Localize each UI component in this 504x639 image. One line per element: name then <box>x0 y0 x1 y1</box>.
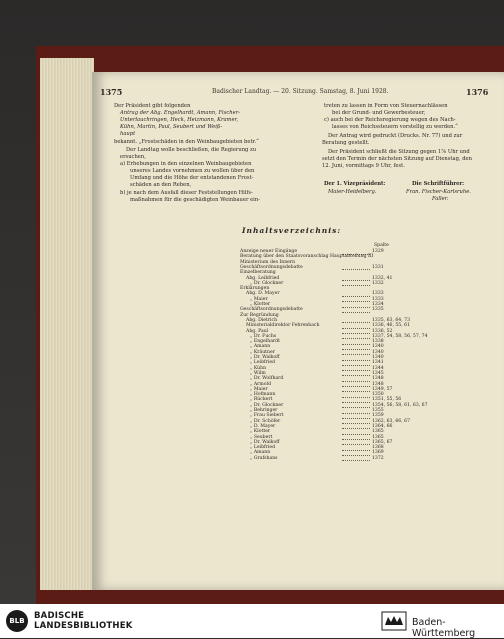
index-leader-dots <box>342 391 370 392</box>
index-entry-page: 1348 <box>372 376 384 382</box>
index-leader-dots <box>342 423 370 424</box>
running-title: Badischer Landtag. — 20. Sitzung. Samstag, 8. Juni 1928. <box>212 88 389 95</box>
index-entry-page: 1365 <box>372 434 384 440</box>
text-line: setzt den Termin der nächsten Sitzung auf Dienstag, den <box>322 156 472 162</box>
index-entry-page: 1337, 54, 58, 56, 57, 74 <box>372 333 428 339</box>
index-entry-label: „ Dr. Wolfhard <box>250 376 284 382</box>
text-line: lasses von Reichssteuern vorstellig zu werden.“ <box>332 124 458 130</box>
index-entry-label: Abg. Dietrich <box>246 317 278 323</box>
index-entry-label: „ Dr. Schöfer <box>250 418 281 424</box>
text-line: 12. Juni, vormittags 9 Uhr, fest. <box>322 163 405 169</box>
index-entry-page: 1351, 55, 56 <box>372 397 402 403</box>
index-entry-label: Abg. Paul <box>246 328 269 334</box>
text-line: maßnahmen für die geschädigten Weinbauer ein- <box>130 197 260 203</box>
index-leader-dots <box>342 269 370 270</box>
index-entry-label: „ Dr. Walkoff <box>250 439 280 445</box>
index-entry-label: „ Leibfried <box>250 445 276 451</box>
index-leader-dots <box>342 444 370 445</box>
index-leader-dots <box>342 338 370 339</box>
text-line: b) je nach dem Ausfall dieser Feststellungen Hilfs- <box>120 190 253 196</box>
index-entry-page: 1368 <box>372 445 384 451</box>
index-entry-page: 1345 <box>372 370 384 376</box>
index-entry-page: 1335, 63, 64, 73 <box>372 317 410 323</box>
index-leader-dots <box>342 450 370 451</box>
index-entry-label: Einzelberatung <box>240 270 276 276</box>
index-entry-page: 1338 <box>372 339 384 345</box>
library-name-line2: LANDESBIBLIOTHEK <box>34 621 133 631</box>
index-entry-page: 1341 <box>372 360 384 366</box>
text-line: Der Antrag wird gedruckt (Drucks. Nr. 77) und zur <box>328 133 463 139</box>
index-entry-page: 1332 <box>372 280 384 286</box>
index-title: Inhaltsverzeichnis: <box>242 226 342 235</box>
index-entry-label: „ Rückert <box>250 397 273 403</box>
index-entry-label: „ Klotter <box>250 302 271 307</box>
index-entry-page: 1336, 46, 55, 61 <box>372 323 410 329</box>
index-leader-dots <box>342 365 370 366</box>
index-entry-label: „ Maier <box>250 386 268 392</box>
text-line: Beratung gestellt. <box>322 140 370 146</box>
index-leader-dots <box>342 418 370 419</box>
index-leader-dots <box>342 439 370 440</box>
right-page-number: 1376 <box>466 87 489 97</box>
index-leader-dots <box>342 328 370 329</box>
index-leader-dots <box>342 402 370 403</box>
index-entry-label: Abg. D. Mayer <box>246 291 280 297</box>
index-leader-dots <box>342 354 370 355</box>
index-entry-label: „ Klotter <box>250 429 271 435</box>
index-entry-label: Abg. Leibfried <box>246 275 280 281</box>
index-leader-dots <box>342 312 370 313</box>
index-entry-label: „ Kühn <box>250 365 267 371</box>
index-entry-page: 1333 <box>372 296 384 302</box>
index-entry-page: 1365 <box>372 429 384 435</box>
index-entry-page: 1340 <box>372 355 384 360</box>
signature-names-right-2: Faller. <box>432 196 449 202</box>
index-leader-dots <box>342 434 370 435</box>
index-entry-label: „ Amann <box>250 450 271 456</box>
text-line: haupt <box>120 131 136 137</box>
text-line: bekannt. „Frostschäden in den Weinbaugebieten betr.“ <box>114 139 259 145</box>
index-entry-label: Anzeige neuer Eingänge <box>240 249 298 254</box>
text-line: treten zu lassen in Form von Steuernachlässen <box>324 103 448 109</box>
text-line: Der Landtag wolle beschließen, die Regierung zu <box>126 147 257 153</box>
index-leader-dots <box>342 360 370 361</box>
index-leader-dots <box>342 333 370 334</box>
index-entry-page: 1372 <box>372 455 384 461</box>
index-entry-label: „ Hofmann <box>250 392 276 398</box>
index-leader-dots <box>342 375 370 376</box>
library-name-line1: BADISCHE <box>34 611 85 621</box>
text-line: schäden an den Reben, <box>130 182 192 188</box>
index-leader-dots <box>342 296 370 297</box>
index-entry-page: 1340 <box>372 349 384 355</box>
index-entry-page: 1365, 67 <box>372 439 393 445</box>
index-entry-page: 1332, 41 <box>372 275 393 281</box>
index-entry-label: „ Dr. Walkoff <box>250 355 280 360</box>
signature-names-right: Fran. Fischer-Karlsruhe. <box>406 189 471 195</box>
text-line: ersuchen, <box>120 154 146 160</box>
state-name: Baden-Württemberg <box>412 617 476 639</box>
text-line: Umfang und die Höhe der entstandenen Frost- <box>130 175 254 181</box>
text-line: Unterlauchringen, Heck, Heizmann, Kramer, <box>120 117 239 123</box>
index-entry-page: 1362, 63, 66, 67 <box>372 418 410 424</box>
index-entry-page: 1355 <box>372 408 384 413</box>
index-entry-label: Ministerialdirektor Fehrenbach <box>246 323 320 329</box>
index-entry-page: 1344 <box>372 365 384 371</box>
index-leader-dots <box>342 285 370 286</box>
signature-title-right: Die Schriftführer: <box>412 181 465 187</box>
index-entry-label: „ Kräutner <box>250 349 275 355</box>
index-entry-label: „ Wilm <box>250 370 266 376</box>
index-leader-dots <box>342 301 370 302</box>
left-page-number: 1375 <box>100 87 123 97</box>
index-entry-label: „ Behringer <box>250 408 278 413</box>
index-entry-label: „ Amann <box>250 344 271 350</box>
index-leader-dots <box>342 307 370 308</box>
index-entry-label: „ D. Mayer <box>250 423 276 429</box>
index-entry-label: „ Grafshans <box>250 455 278 461</box>
page-edges <box>40 58 94 590</box>
text-line: Antrag der Abg. Engelhardt, Amann, Fischer- <box>120 110 240 116</box>
signature-name-left: Maier-Heidelberg. <box>328 189 377 195</box>
text-line: c) auch bei der Reichsregierung wegen des Nach- <box>324 117 456 123</box>
index-entry-page: 1331 <box>372 264 384 270</box>
index-leader-dots <box>342 280 370 281</box>
index-leader-dots <box>342 397 370 398</box>
index-entry-page: 1348 <box>372 381 384 387</box>
index-entry-label: „ Dr. Glockner <box>250 402 284 408</box>
index-leader-dots <box>342 413 370 414</box>
index-leader-dots <box>342 386 370 387</box>
index-column-label: Spalte <box>374 243 389 248</box>
signature-title-left: Der 1. Vizepräsident: <box>324 181 386 187</box>
index-leader-dots <box>342 322 370 323</box>
index-entry-label: Zur Begründung <box>240 312 279 318</box>
index-leader-dots <box>342 428 370 429</box>
index-leader-dots <box>342 344 370 345</box>
index-entry-page: 1329 <box>372 249 384 254</box>
index-leader-dots <box>342 407 370 408</box>
index-entry-page: 1364, 66 <box>372 423 393 429</box>
index-entry-label: Geschäftsordnungsdebatte <box>240 307 303 313</box>
index-entry-label: „ Maier <box>250 296 268 302</box>
lions-emblem-icon <box>380 610 408 632</box>
index-entry-label: Geschäftsordnungsdebatte <box>240 264 303 270</box>
text-line: Kühn, Martin, Paul, Seubert und Weiß- <box>120 124 223 130</box>
index-entry-label: Ministerium des Innern <box>240 259 296 265</box>
index-entry-page: 1359 <box>372 413 384 419</box>
text-line: a) Erhebungen in den einzelnen Weinbaugebieten <box>120 161 252 167</box>
index-entry-page: 1333 <box>372 291 384 297</box>
index-entry-label: „ Engelhardt <box>250 339 280 345</box>
text-line: unseres Landes vornehmen zu wollen über den <box>130 168 255 174</box>
index-leader-dots <box>342 370 370 371</box>
text-line: bei der Grund- und Gewerbesteuer, <box>332 110 426 116</box>
index-entry-label: „ Armold <box>250 381 271 387</box>
index-entry-label: „ Frau Siebert <box>250 413 284 419</box>
index-entry-label: „ Leibfried <box>250 360 276 366</box>
text-line: Der Präsident schließt die Sitzung gegen 1⅞ Uhr und <box>328 149 470 155</box>
scanned-page <box>92 72 504 590</box>
index-entry-label: „ Dr. Fuchs <box>250 333 277 339</box>
index-leader-dots <box>342 460 370 461</box>
index-leader-dots <box>342 381 370 382</box>
index-entry-page: 1354, 56, 58, 61, 63, 67 <box>372 402 428 408</box>
index-entry-label: Beratung über den Staatsvoranschlag Hauptabteilung III <box>240 254 374 260</box>
text-line: Der Präsident gibt folgenden <box>114 103 191 109</box>
index-entry-page: 1336, 52 <box>372 328 393 334</box>
index-entry-label: „ Seubert <box>250 434 273 440</box>
blb-logo[interactable]: BLB <box>6 610 28 632</box>
index-entry-page: 1349, 57 <box>372 386 393 392</box>
index-entry-page: 1335 <box>372 307 384 313</box>
index-entry-page: 1350 <box>372 392 384 398</box>
index-leader-dots <box>342 349 370 350</box>
index-entry-page: 1369 <box>372 450 384 456</box>
index-entry-page: 1334 <box>372 302 384 307</box>
index-entry-label: Erklärungen <box>240 286 270 292</box>
index-leader-dots <box>342 455 370 456</box>
index-entry-page: 1340 <box>372 344 384 350</box>
index-entry-label: „ Dr. Glockner <box>250 280 284 286</box>
